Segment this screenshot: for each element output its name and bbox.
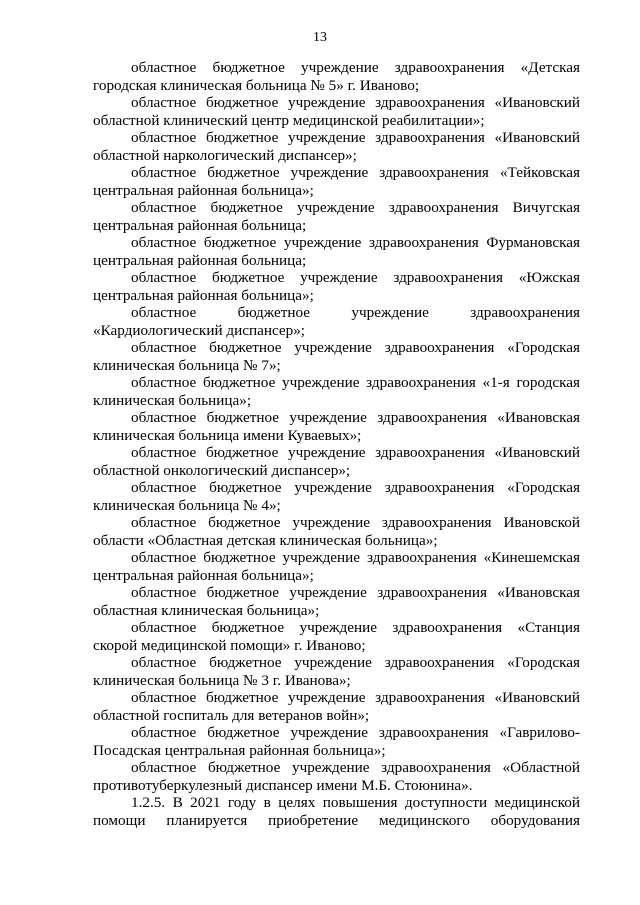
paragraph-12: областное бюджетное учреждение здравоохранения «Ивановский областной онкологический диспансер»; [93,444,580,479]
page-number: 13 [313,30,327,45]
paragraph-19: областное бюджетное учреждение здравоохранения «Ивановский областной госпиталь для ветеранов войн»; [93,689,580,724]
paragraph-6: областное бюджетное учреждение здравоохранения Фурмановская центральная районная больница; [93,234,580,269]
paragraph-18: областное бюджетное учреждение здравоохранения «Городская клиническая больница № 3 г. Иванова»; [93,654,580,689]
paragraph-8: областное бюджетное учреждение здравоохранения «Кардиологический диспансер»; [93,304,580,339]
paragraph-1: областное бюджетное учреждение здравоохранения «Детская городская клиническая больница № 5» г. Иваново; [93,59,580,94]
paragraph-13: областное бюджетное учреждение здравоохранения «Городская клиническая больница № 4»; [93,479,580,514]
paragraph-22: 1.2.5. В 2021 году в целях повышения доступности медицинской помощи планируется приобретение медицинского оборудования [93,794,580,829]
paragraph-16: областное бюджетное учреждение здравоохранения «Ивановская областная клиническая больница»; [93,584,580,619]
paragraph-3: областное бюджетное учреждение здравоохранения «Ивановский областной наркологический диспансер»; [93,129,580,164]
paragraph-14: областное бюджетное учреждение здравоохранения Ивановской области «Областная детская клиническая больница»; [93,514,580,549]
paragraph-15: областное бюджетное учреждение здравоохранения «Кинешемская центральная районная больница»; [93,549,580,584]
document-body [93,59,580,829]
paragraph-4: областное бюджетное учреждение здравоохранения «Тейковская центральная районная больница»; [93,164,580,199]
paragraph-11: областное бюджетное учреждение здравоохранения «Ивановская клиническая больница имени Куваевых»; [93,409,580,444]
paragraph-17: областное бюджетное учреждение здравоохранения «Станция скорой медицинской помощи» г. Иваново; [93,619,580,654]
paragraph-20: областное бюджетное учреждение здравоохранения «Гаврилово-Посадская центральная районная больница»; [93,724,580,759]
paragraph-9: областное бюджетное учреждение здравоохранения «Городская клиническая больница № 7»; [93,339,580,374]
paragraph-10: областное бюджетное учреждение здравоохранения «1-я городская клиническая больница»; [93,374,580,409]
paragraph-2: областное бюджетное учреждение здравоохранения «Ивановский областной клинический центр медицинской реабилитации»; [93,94,580,129]
paragraph-5: областное бюджетное учреждение здравоохранения Вичугская центральная районная больница; [93,199,580,234]
paragraph-21: областное бюджетное учреждение здравоохранения «Областной противотуберкулезный диспансер имени М.Б. Стоюнина». [93,759,580,794]
paragraph-7: областное бюджетное учреждение здравоохранения «Южская центральная районная больница»; [93,269,580,304]
